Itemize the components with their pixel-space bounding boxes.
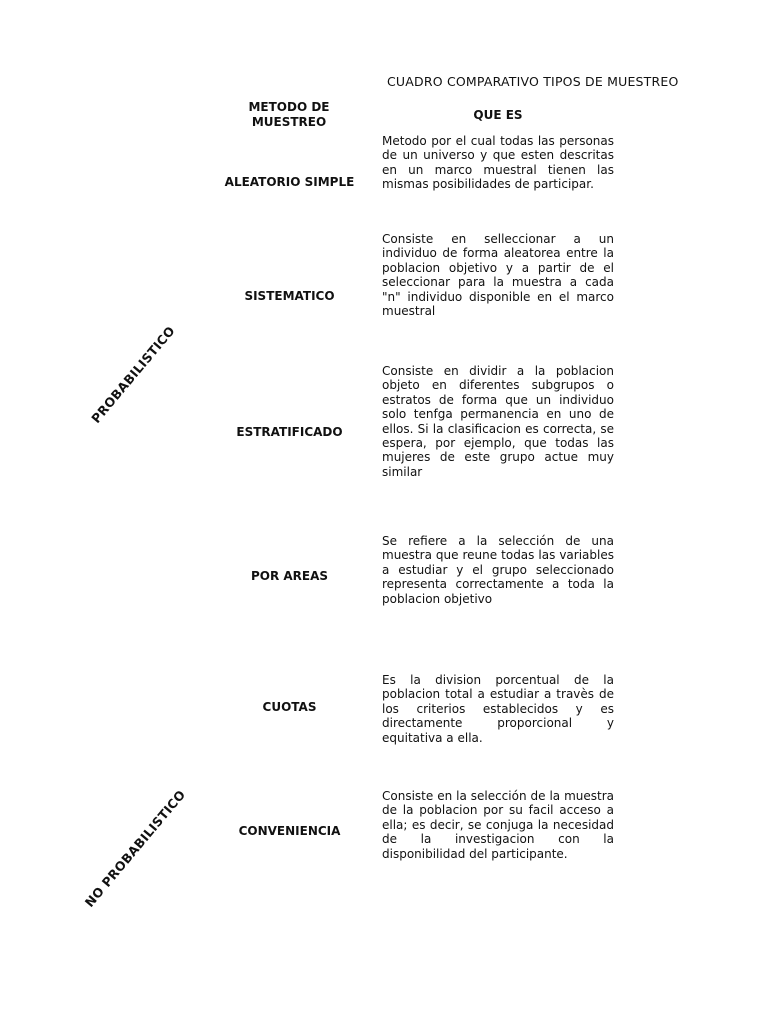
category-non-probabilistic: NO PROBABILISTICO (81, 787, 189, 910)
title-cell (380, 73, 679, 93)
page-title: CUADRO COMPARATIVO TIPOS DE MUESTREO (387, 74, 679, 89)
category-probabilistic: PROBABILISTICO (88, 323, 178, 426)
method-description-sistematico: Consiste en selleccionar a un individuo de forma aleatorea entre la poblacion objetivo y a partir de el seleccionar para la muestra a cada "n" individuo disponible en el marco muestral (382, 232, 614, 319)
method-description-aleatorio-simple: Metodo por el cual todas las personas de un universo y que esten descritas en un marco muestral tienen las mismas posibilidades de participar. (382, 134, 614, 192)
method-description-estratificado: Consiste en dividir a la poblacion objeto en diferentes subgrupos o estratos de forma que un individuo solo tenfga permanencia en uno de ellos. Si la clasificacion es correcta, se espera, por ejemplo, que todas las mujeres de este grupo actue muy similar (382, 364, 614, 479)
header-method: METODO DE MUESTREO (248, 100, 330, 129)
header-what: QUE ES (473, 108, 523, 122)
method-name-estratificado: ESTRATIFICADO (236, 425, 343, 439)
method-description-conveniencia: Consiste en la selección de la muestra de la poblacion por su facil acceso a ella; es decir, se conjuga la necesidad de la investigacion con la disponibilidad del participante. (382, 789, 614, 861)
method-name-por-areas: POR AREAS (250, 569, 329, 583)
method-name-aleatorio-simple: ALEATORIO SIMPLE (224, 175, 355, 189)
method-name-conveniencia: CONVENIENCIA (238, 824, 341, 838)
method-name-sistematico: SISTEMATICO (244, 289, 335, 303)
method-description-por-areas: Se refiere a la selección de una muestra que reune todas las variables a estudiar y el grupo seleccionado representa correctamente a toda la poblacion objetivo (382, 534, 614, 606)
method-name-cuotas: CUOTAS (262, 700, 317, 714)
method-description-cuotas: Es la division porcentual de la poblacion total a estudiar a travès de los criterios establecidos y es directamente proporcional y equitativa a ella. (382, 673, 614, 745)
